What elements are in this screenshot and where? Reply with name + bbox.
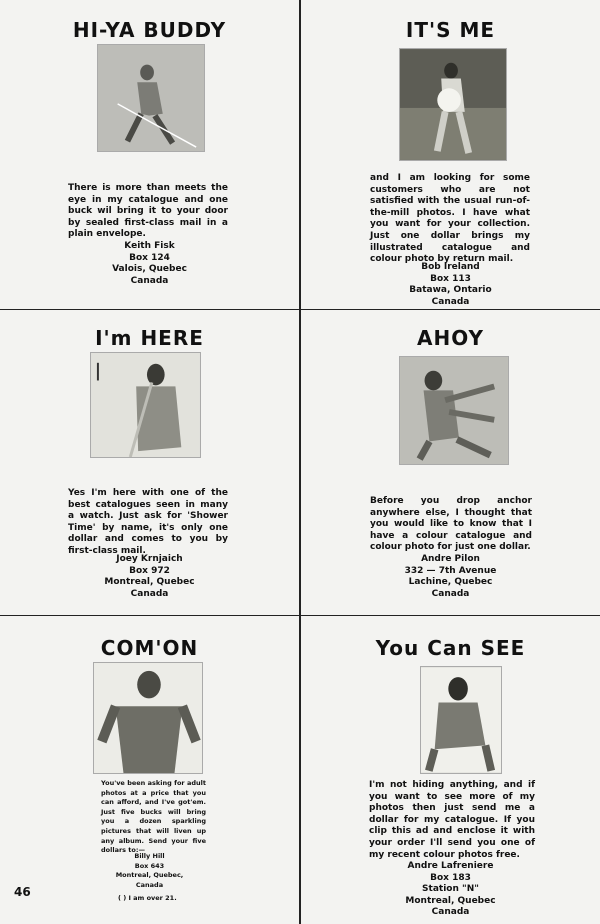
ad-im-here: [0, 310, 299, 615]
address-box: Box 972: [129, 565, 170, 576]
ad-address: [301, 262, 600, 308]
ad-its-me: [301, 0, 600, 309]
ad-ahoy: [301, 310, 600, 615]
ad-you-can-see: [301, 616, 600, 924]
ad-body-text: Yes I'm here with one of the best catalogues seen in many a watch. Just ask for 'Shower Time' by name, it's only one dollar and comes to you by first-class mail.: [68, 488, 228, 556]
man-pulling-rope-photo: [399, 356, 509, 465]
ad-body-text: You've been asking for adult photos at a price that you can afford, and I've got'em. Just five bucks will bring you a dozen sparkling pictures that will liven up any album. Send your five dollars to:—: [101, 779, 206, 855]
address-city: Valois, Quebec: [112, 264, 187, 275]
ad-body-text: There is more than meets the eye in my catalogue and one buck wil bring it to your door by sealed first-class mail in a plain envelope.: [68, 183, 228, 240]
ad-headline: HI-YA BUDDY: [72, 18, 227, 42]
ad-address: [0, 852, 299, 890]
ad-headline: COM'ON: [100, 636, 199, 660]
ad-address: [301, 861, 600, 919]
address-box: Box 124: [129, 252, 170, 263]
address-country: Canada: [135, 880, 164, 889]
address-box: Box 183: [430, 872, 471, 883]
ad-headline: You Can SEE: [375, 636, 526, 660]
address-country: Canada: [130, 275, 169, 286]
address-station: Station "N": [422, 884, 479, 895]
address-box: Box 113: [430, 273, 471, 284]
address-name: Andre Pilon: [421, 554, 480, 564]
man-with-rope-photo: [97, 44, 205, 152]
man-seated-knees-photo: [420, 666, 502, 774]
ad-body-text: and I am looking for some customers who are not satisfied with the usual run-of-the-mill photos. I have what you want for your collection. Just one dollar brings my illustrated catalogue and colour photo by return mail.: [370, 173, 530, 265]
address-name: Keith Fisk: [124, 241, 175, 251]
ad-address: [0, 554, 299, 600]
address-country: Canada: [431, 296, 470, 307]
page-number: 46: [14, 885, 31, 899]
address-name: Andre Lafreniere: [407, 861, 494, 871]
address-city: Batawa, Ontario: [409, 285, 492, 296]
address-country: Canada: [130, 588, 169, 599]
ad-headline: I'm HERE: [95, 326, 204, 350]
ad-comon: [0, 616, 299, 924]
address-city: Montreal, Quebec: [405, 895, 496, 906]
address-country: Canada: [431, 907, 470, 918]
address-box: Box 643: [134, 861, 165, 870]
address-name: Billy Hill: [134, 852, 165, 860]
address-city: Montreal, Quebec,: [115, 871, 184, 880]
man-seated-back-photo: [90, 352, 201, 458]
ad-headline: IT'S ME: [405, 18, 496, 42]
address-name: Bob Ireland: [421, 262, 480, 272]
man-flexing-photo: [93, 662, 203, 774]
ad-address: [0, 241, 299, 287]
address-name: Joey Krnjaich: [116, 554, 183, 564]
age-checkbox-note: ( ) I am over 21.: [118, 894, 177, 902]
ad-address: [301, 554, 600, 600]
address-country: Canada: [431, 588, 470, 599]
address-city: Montreal, Quebec: [104, 577, 195, 588]
ad-body-text: Before you drop anchor anywhere else, I thought that you would like to know that I have a colour catalogue and colour photo for just one dollar.: [370, 496, 532, 553]
man-outdoors-photo: [399, 48, 507, 161]
address-box: 332 — 7th Avenue: [404, 565, 497, 576]
ad-body-text: I'm not hiding anything, and if you want to see more of my photos then just send me a dollar for my catalogue. If you clip this ad and enclose it with your order I'll send you one of my recent colour photos free.: [369, 780, 535, 860]
ad-headline: AHOY: [417, 326, 484, 350]
ad-hi-ya-buddy: [0, 0, 299, 309]
address-city: Lachine, Quebec: [408, 577, 493, 588]
